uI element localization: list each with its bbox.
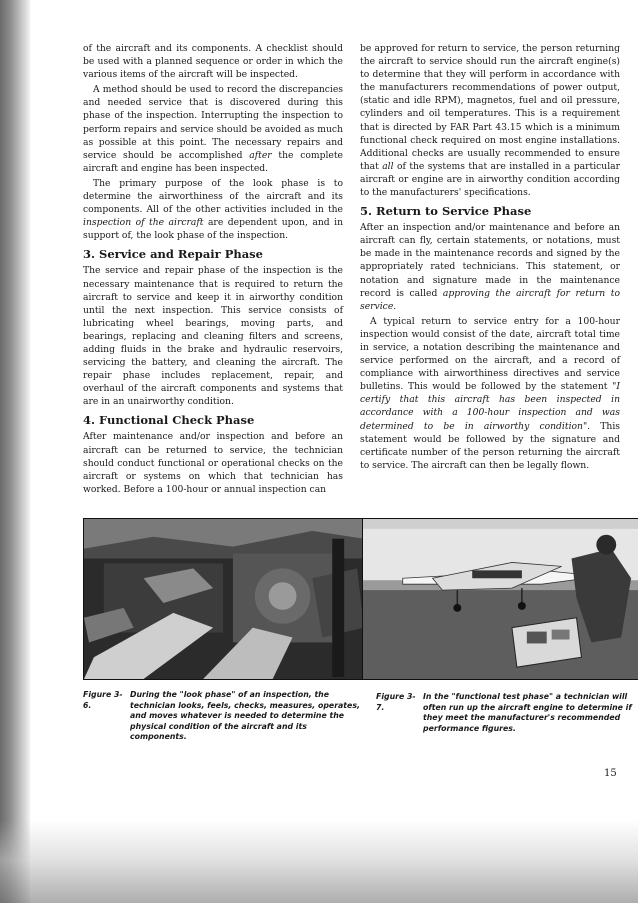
figure-3-6 [83, 518, 365, 743]
paragraph: The primary purpose of the look phase is to determine the airworthiness of the aircraft and its components. All of the other activities included in the inspection of the aircraft are dependent upon, and in support of, the look phase of the inspection. [83, 177, 343, 242]
engine-runup-photo [362, 518, 638, 680]
right-column [360, 42, 620, 474]
book-binding-shadow [0, 0, 30, 903]
section-heading-service-repair: 3. Service and Repair Phase [83, 247, 263, 262]
figure-3-7 [362, 518, 638, 734]
left-column [83, 42, 343, 498]
paragraph: The service and repair phase of the inspection is the necessary maintenance that is required to return the aircraft to service and keep it in airworthy condition until the next inspection. This service consists of lubricating wheel bearings, moving parts, and bearings, replacing and cleaning filters and screens, adding fluids in the brake and hydraulic reservoirs, servicing the battery, and cleaning the aircraft. The repair phase includes replacement, repair, and overhaul of the aircraft components and systems that are in an unairworthy condition. [83, 265, 343, 408]
paragraph: A method should be used to record the discrepancies and needed service that is discovered during this phase of the inspection. Interrupting the inspection to perform repairs and service should be avoided as much as possible at this point. The necessary repairs and service should be accomplished after the complete aircraft and engine has been inspected. [83, 84, 343, 174]
figure-caption-text: In the "functional test phase" a technician will often run up the aircraft engine to determine if they meet the manufacturer's recommended performance figures. [423, 692, 632, 733]
section-heading-functional-check: 4. Functional Check Phase [83, 413, 255, 428]
figure-number: Figure 3-6. [83, 690, 123, 710]
engine-inspection-photo [83, 518, 365, 680]
paragraph: of the aircraft and its components. A checklist should be used with a planned sequence or order in which the various items of the aircraft will be inspected. [83, 43, 343, 81]
paragraph: be approved for return to service, the person returning the aircraft to service should run the aircraft engine(s) to determine that they will perform in accordance with the manufacturers recommendations of power output, (static and idle RPM), magnetos, fuel and oil pressure, cylinders and oil temperatures. This is a requirement that is directed by FAR Part 43.15 which is a minimum functional check required on most engine installations. Additional checks are usually recommended to ensure that all of the systems that are installed in a particular aircraft or engine are in airworthy condition according to the manufacturers' specifications. [360, 43, 621, 199]
page-number: 15 [604, 768, 617, 779]
figure-caption [362, 692, 638, 734]
figure-caption [83, 690, 365, 743]
figure-number: Figure 3-7. [376, 692, 416, 712]
paragraph: After maintenance and/or inspection and before an aircraft can be returned to service, the technician should conduct functional or operational checks on the aircraft or systems on which that technician has worked. Before a 100-hour or annual inspection can [83, 431, 343, 495]
section-heading-return-to-service: 5. Return to Service Phase [360, 204, 532, 219]
book-page [30, 0, 638, 903]
paragraph: After an inspection and/or maintenance and before an aircraft can fly, certain statements, or notations, must be made in the maintenance records and signed by the appropriately rated technicians. This statement, or notation and signature made in the maintenance record is called approving the aircraft for return to service. [360, 222, 620, 312]
figure-caption-text: During the "look phase" of an inspection, the technician looks, feels, checks, measures, operates, and moves whatever is needed to determine the physical condition of the aircraft and its components. [130, 690, 360, 741]
paragraph: A typical return to service entry for a 100-hour inspection would consist of the date, aircraft total time in service, a notation describing the maintenance and service performed on the aircraft, and a record of compliance with airworthiness directives and service bulletins. This would be followed by the statement "I certify that this aircraft has been inspected in accordance with a 100-hour inspection and was determined to be in airworthy condition". This statement would be followed by the signature and certificate number of the person returning the aircraft to service. The aircraft can then be legally flown. [360, 315, 620, 471]
